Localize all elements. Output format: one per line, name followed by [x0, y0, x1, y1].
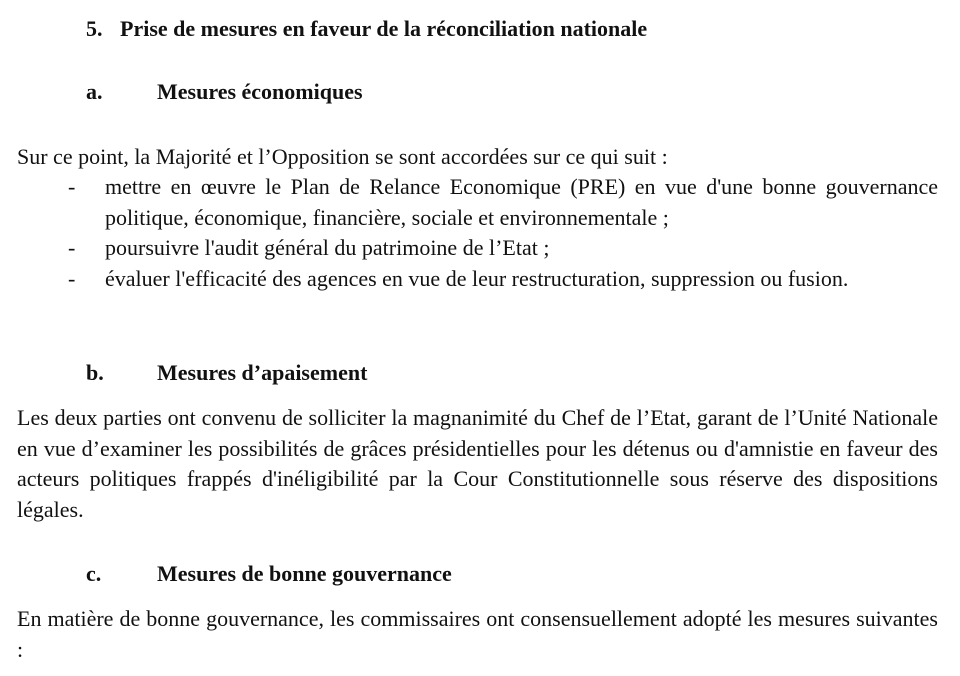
- dash-bullet: -: [68, 235, 76, 260]
- list-item: [0, 172, 938, 233]
- subsection-letter-c: c.: [86, 561, 102, 586]
- section-number: 5.: [86, 16, 103, 41]
- paragraph-b: Les deux parties ont convenu de solliciter la magnanimité du Chef de l’Etat, garant de l’Unité Nationale en vue d’examiner les possibilités de grâces présidentielles pour les détenus ou d'amnistie en faveur des acteurs politiques frappés d'inéligibilité par la Cour Constitutionnelle sous réserve des dispositions légales.: [17, 405, 938, 522]
- subsection-heading-c: [86, 561, 452, 587]
- list-item: [0, 264, 938, 295]
- dash-bullet: -: [68, 174, 76, 199]
- list-item-text: poursuivre l'audit général du patrimoine de l’Etat ;: [105, 235, 550, 260]
- list-item-text: évaluer l'efficacité des agences en vue de leur restructuration, suppression ou fusion.: [105, 265, 849, 291]
- subsection-heading-a: [86, 79, 363, 105]
- section-title: Prise de mesures en faveur de la réconciliation nationale: [120, 16, 648, 41]
- subsection-heading-b: [86, 360, 367, 386]
- subsection-title-a: Mesures économiques: [157, 79, 363, 104]
- intro-paragraph-a: Sur ce point, la Majorité et l’Opposition se sont accordées sur ce qui suit :: [17, 144, 668, 169]
- subsection-title-b: Mesures d’apaisement: [157, 360, 368, 385]
- subsection-letter-a: a.: [86, 79, 103, 104]
- paragraph-c: En matière de bonne gouvernance, les commissaires ont consensuellement adopté les mesures suivantes :: [17, 606, 938, 662]
- list-item: [0, 233, 938, 264]
- section-heading: [86, 16, 647, 42]
- subsection-letter-b: b.: [86, 360, 104, 385]
- subsection-title-c: Mesures de bonne gouvernance: [157, 561, 452, 586]
- list-item-text: mettre en œuvre le Plan de Relance Economique (PRE) en vue d'une bonne gouvernance politique, économique, financière, sociale et environnementale ;: [105, 174, 938, 230]
- dash-bullet: -: [68, 265, 76, 291]
- measures-list-a: [0, 172, 938, 294]
